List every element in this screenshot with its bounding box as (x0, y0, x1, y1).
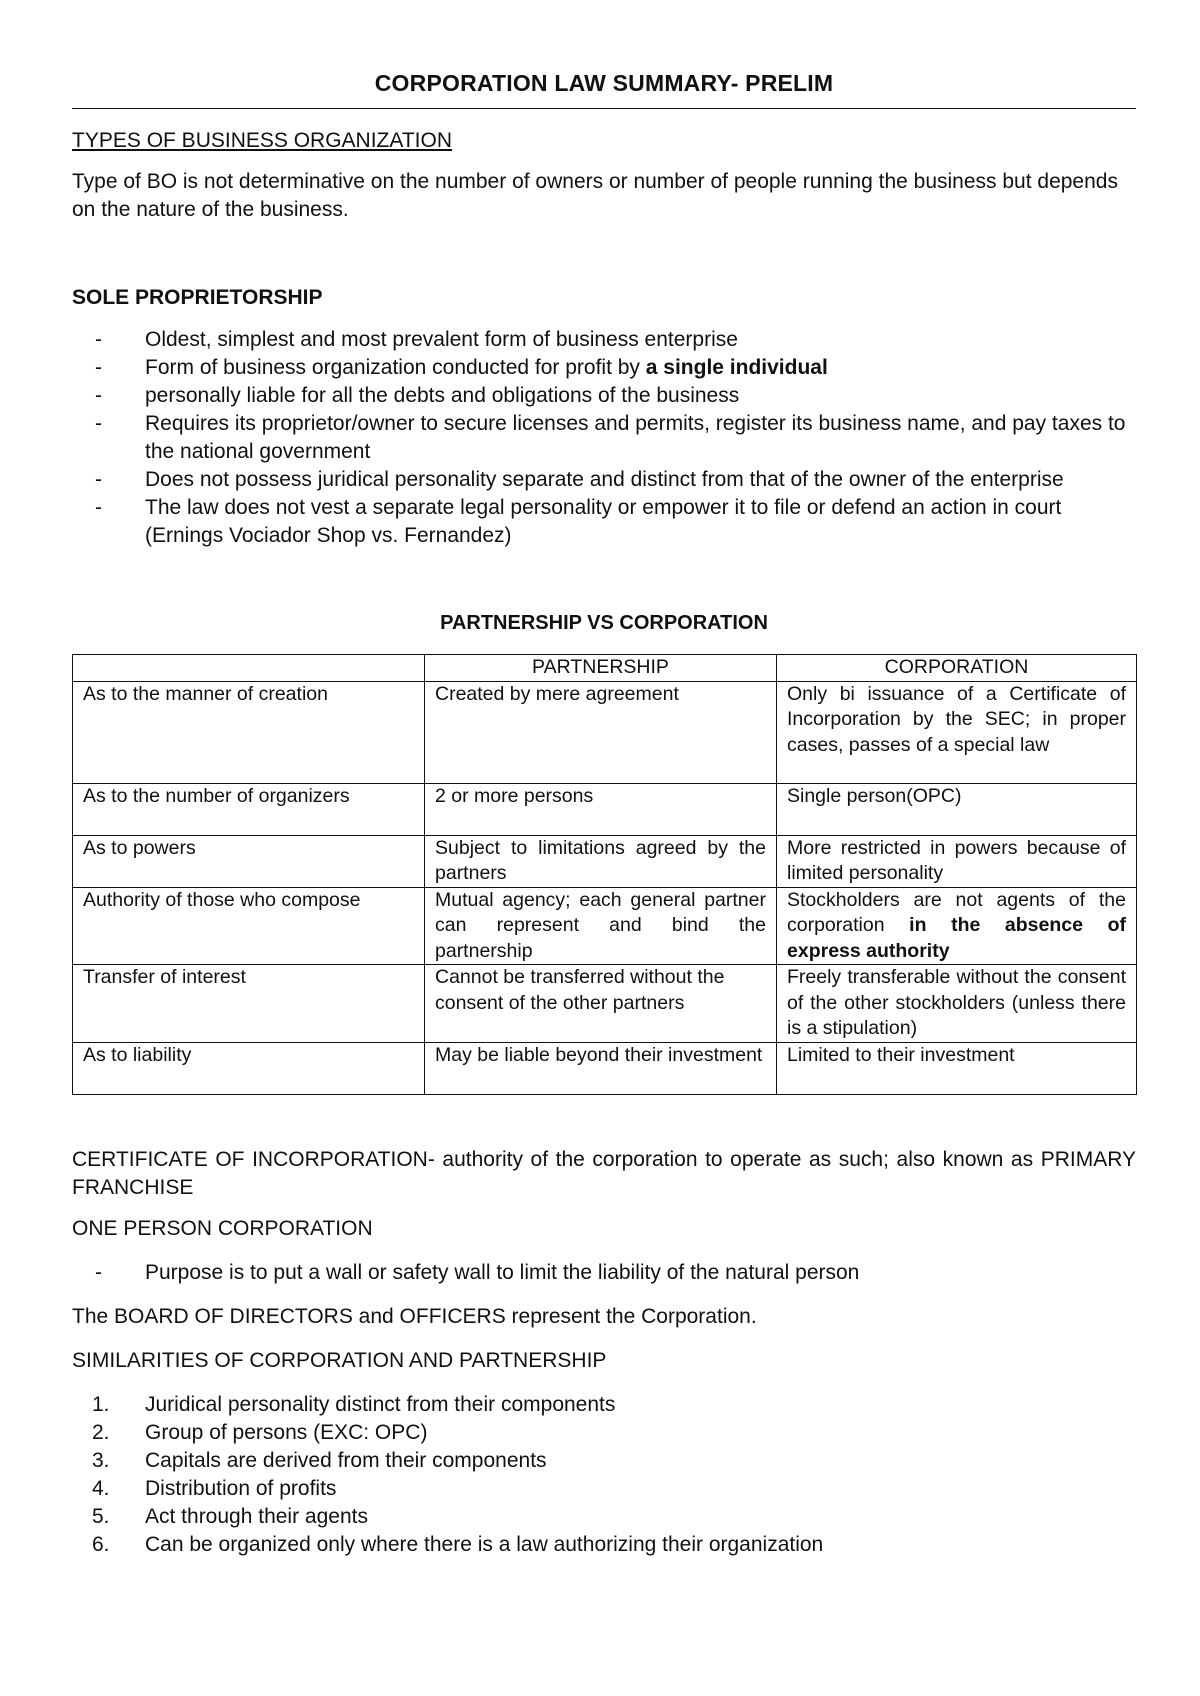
types-heading: TYPES OF BUSINESS ORGANIZATION (72, 129, 452, 152)
list-item: 5. Act through their agents (72, 1503, 1136, 1531)
table-row (73, 1042, 1137, 1094)
similarities-heading: SIMILARITIES OF CORPORATION AND PARTNERSHIP (72, 1349, 607, 1372)
aspect-cell: Transfer of interest (73, 965, 425, 1043)
number-marker: 6. (92, 1533, 110, 1556)
list-item: 1. Juridical personality distinct from their components (72, 1391, 1136, 1419)
aspect-cell: Authority of those who compose (73, 887, 425, 965)
column-header: CORPORATION (777, 655, 1137, 682)
list-item: 6. Can be organized only where there is a law authorizing their organization (72, 1531, 1136, 1559)
partnership-cell: Subject to limitations agreed by the partners (425, 835, 777, 887)
list-item: 4. Distribution of profits (72, 1475, 1136, 1503)
table-header-row (73, 655, 1137, 682)
aspect-cell: As to powers (73, 835, 425, 887)
list-item: 3. Capitals are derived from their components (72, 1447, 1136, 1475)
list-item: - The law does not vest a separate legal personality or empower it to file or defend an action in court (Ernings Vociador Shop vs. Fernandez) (95, 496, 1062, 547)
table-row (73, 965, 1137, 1043)
aspect-cell: As to the number of organizers (73, 783, 425, 835)
column-header: PARTNERSHIP (425, 655, 777, 682)
list-item: - Form of business organization conducted for profit by a single individual (72, 354, 1136, 382)
partnership-cell: Mutual agency; each general partner can represent and bind the partnership (425, 887, 777, 965)
dash-marker: - (95, 328, 102, 351)
number-marker: 4. (92, 1477, 110, 1500)
column-header (73, 655, 425, 682)
dash-marker: - (95, 468, 102, 491)
number-marker: 3. (92, 1449, 110, 1472)
list-item: - Purpose is to put a wall or safety wall to limit the liability of the natural person (72, 1259, 1136, 1287)
comparison-table (72, 654, 1137, 1095)
list-item: - Requires its proprietor/owner to secure licenses and permits, register its business name, and pay taxes to the national government (95, 412, 1126, 463)
number-marker: 2. (92, 1421, 110, 1444)
list-item: - personally liable for all the debts and obligations of the business (72, 382, 1136, 410)
opc-heading: ONE PERSON CORPORATION (72, 1217, 373, 1240)
corporation-cell: Stockholders are not agents of the corporation in the absence of express authority (777, 887, 1137, 965)
list-item: - Does not possess juridical personality separate and distinct from that of the owner of the enterprise (72, 466, 1136, 494)
types-paragraph: Type of BO is not determinative on the number of owners or number of people running the business but depends on the nature of the business. (72, 170, 1118, 221)
number-marker: 5. (92, 1505, 110, 1528)
list-item: 2. Group of persons (EXC: OPC) (72, 1419, 1136, 1447)
corporation-cell: Only bi issuance of a Certificate of Incorporation by the SEC; in proper cases, passes of a special law (777, 681, 1137, 783)
title-divider (72, 108, 1136, 109)
table-row (73, 681, 1137, 783)
emphasis-text: a single individual (645, 356, 828, 379)
dash-marker: - (95, 1261, 102, 1284)
comparison-heading: PARTNERSHIP VS CORPORATION (440, 612, 768, 634)
emphasis-text: in the absence of express authority (787, 914, 1126, 962)
board-paragraph: The BOARD OF DIRECTORS and OFFICERS represent the Corporation. (72, 1305, 757, 1328)
dash-marker: - (95, 384, 102, 407)
corporation-cell: More restricted in powers because of limited personality (777, 835, 1137, 887)
corporation-cell: Freely transferable without the consent of the other stockholders (unless there is a stipulation) (777, 965, 1137, 1043)
similarities-list (72, 1391, 1136, 1559)
document-title: CORPORATION LAW SUMMARY- PRELIM (374, 70, 834, 96)
corporation-cell: Single person(OPC) (777, 783, 1137, 835)
dash-marker: - (95, 412, 102, 435)
table-row (73, 783, 1137, 835)
aspect-cell: As to liability (73, 1042, 425, 1094)
number-marker: 1. (92, 1393, 110, 1416)
sole-proprietorship-list (72, 326, 1136, 550)
partnership-cell: Cannot be transferred without the consent of the other partners (425, 965, 777, 1043)
dash-marker: - (95, 356, 102, 379)
list-item: - Oldest, simplest and most prevalent form of business enterprise (72, 326, 1136, 354)
partnership-cell: May be liable beyond their investment (425, 1042, 777, 1094)
opc-list (72, 1259, 1136, 1287)
partnership-cell: 2 or more persons (425, 783, 777, 835)
table-row (73, 835, 1137, 887)
table-row (73, 887, 1137, 965)
aspect-cell: As to the manner of creation (73, 681, 425, 783)
dash-marker: - (95, 496, 102, 519)
certificate-paragraph: CERTIFICATE OF INCORPORATION- authority of the corporation to operate as such; also known as PRIMARY FRANCHISE (72, 1148, 1136, 1199)
partnership-cell: Created by mere agreement (425, 681, 777, 783)
sole-proprietorship-heading: SOLE PROPRIETORSHIP (72, 286, 323, 309)
corporation-cell: Limited to their investment (777, 1042, 1137, 1094)
